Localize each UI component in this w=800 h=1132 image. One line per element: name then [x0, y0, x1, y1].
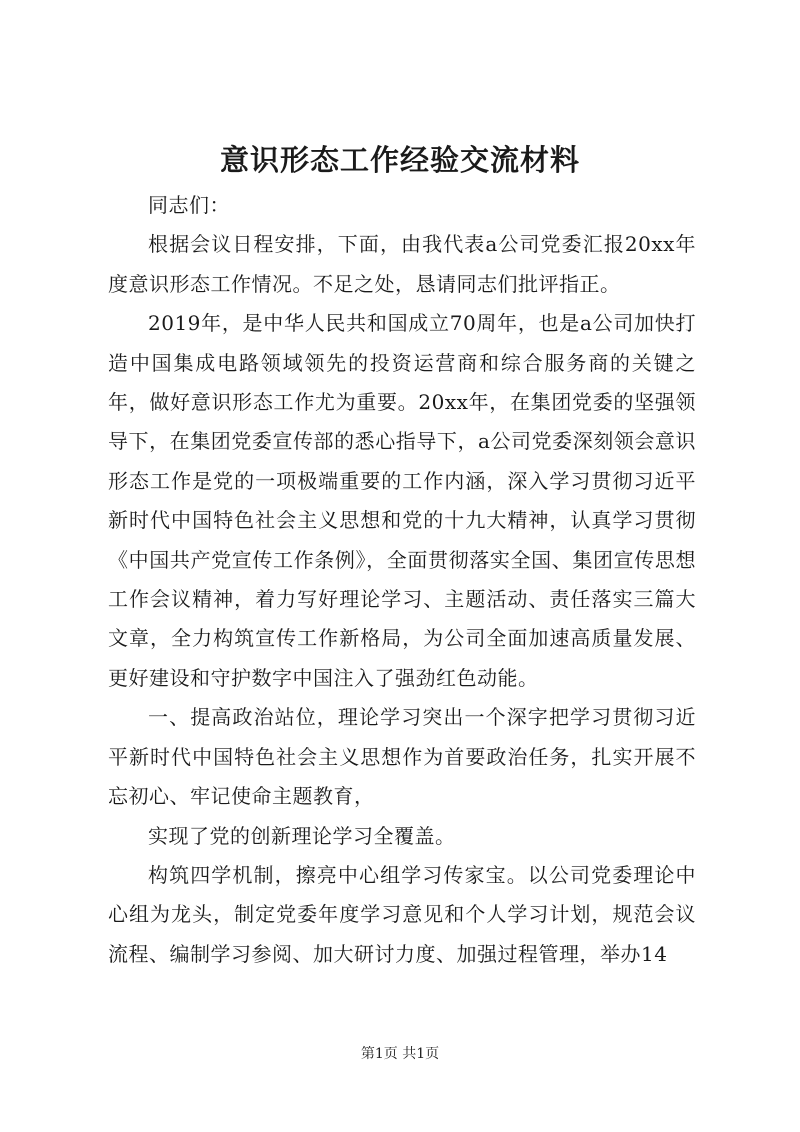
- section-one-summary-paragraph: 实现了党的创新理论学习全覆盖。: [148, 823, 456, 848]
- salutation-paragraph: 同志们：: [148, 193, 230, 217]
- page-footer: 第1页 共1页: [360, 1046, 440, 1062]
- document-body: [108, 186, 696, 974]
- intro-paragraph: 根据会议日程安排，下面，由我代表a公司党委汇报20xx年度意识形态工作情况。不足之处，恳请同志们批评指正。: [108, 232, 696, 296]
- study-mechanism-paragraph: 构筑四学机制，擦亮中心组学习传家宝。以公司党委理论中心组为龙头，制定党委年度学习意见和个人学习计划，规范会议流程、编制学习参阅、加大研讨力度、加强过程管理，举办14: [108, 862, 696, 966]
- section-one-heading-paragraph: 一、提高政治站位，理论学习突出一个深字把学习贯彻习近平新时代中国特色社会主义思想作为首要政治任务，扎实开展不忘初心、牢记使命主题教育，: [108, 705, 696, 809]
- overview-paragraph: 2019年，是中华人民共和国成立70周年，也是a公司加快打造中国集成电路领域领先的投资运营商和综合服务商的关键之年，做好意识形态工作尤为重要。20xx年，在集团党委的坚强领导下，在集团党委宣传部的悉心指导下，a公司党委深刻领会意识形态工作是党的一项极端重要的工作内涵，深入学习贯彻习近平新时代中国特色社会主义思想和党的十九大精神，认真学习贯彻《中国共产党宣传工作条例》，全面贯彻落实全国、集团宣传思想工作会议精神，着力写好理论学习、主题活动、责任落实三篇大文章，全力构筑宣传工作新格局，为公司全面加速高质量发展、更好建设和守护数字中国注入了强劲红色动能。: [108, 311, 696, 690]
- document-title: 意识形态工作经验交流材料: [219, 143, 580, 177]
